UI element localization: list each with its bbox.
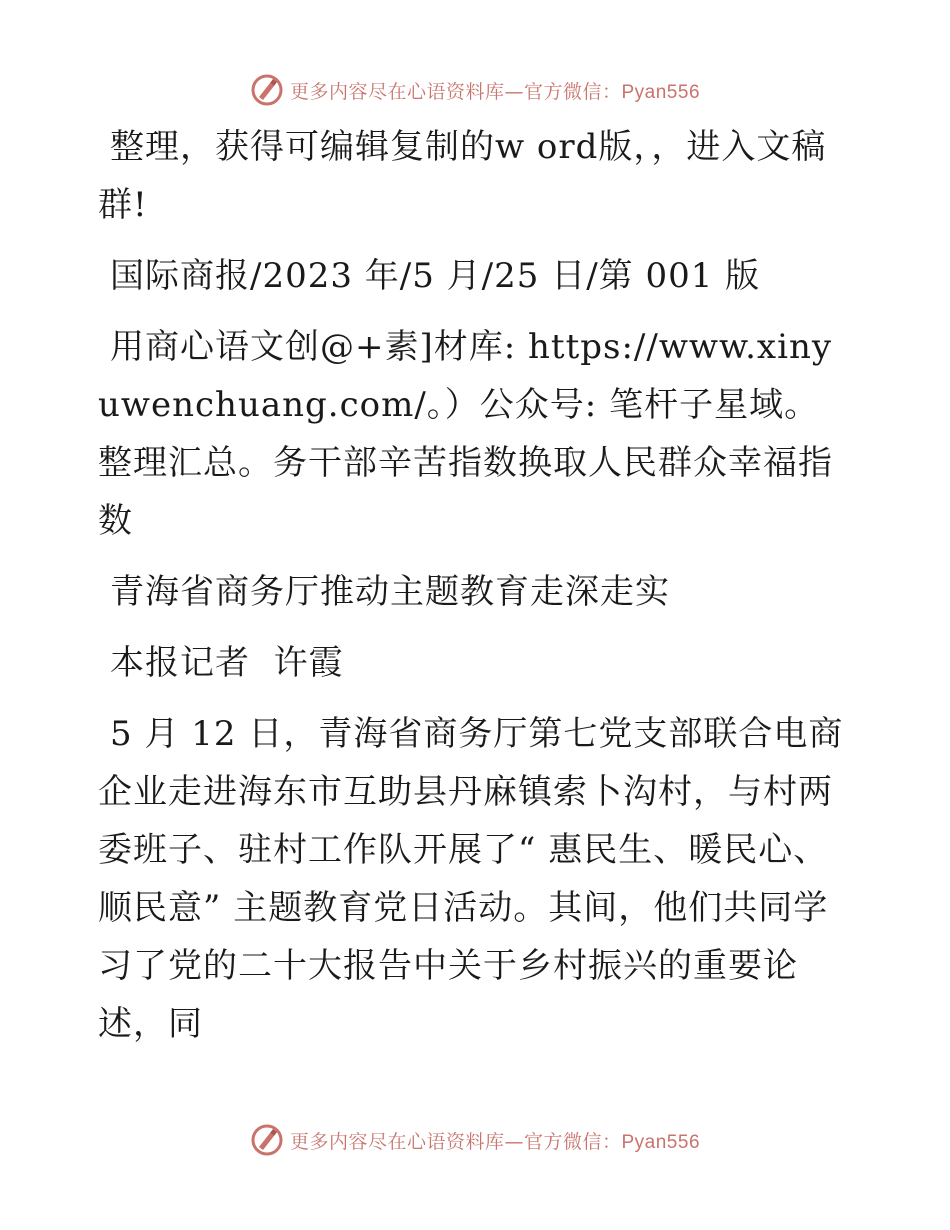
paragraph-library-note: 用商心语文创@+素]材库: https://www.xinyuwenchuang.com/。）公众号: 笔杆子星域。整理汇总。务干部辛苦指数换取人民群众幸福指数 (98, 327, 833, 541)
pen-circle-logo-icon (250, 73, 284, 107)
document-body (98, 118, 854, 1066)
watermark-text: 更多内容尽在心语资料库—官方微信： (289, 80, 622, 103)
pen-circle-logo-icon (250, 1123, 284, 1157)
paragraph-source: 国际商报/2023 年/5 月/25 日/第 001 版 (110, 256, 761, 296)
article-body-paragraph: 5 月 12 日，青海省商务厅第七党支部联合电商企业走进海东市互助县丹麻镇索卜沟村，与村两委班子、驻村工作队开展了“ 惠民生、暖民心、顺民意” 主题教育党日活动。其间，他们共同学习了党的二十大报告中关于乡村振兴的重要论述，同 (98, 714, 844, 1044)
page-header-watermark (0, 70, 950, 110)
paragraph-intro: 整理，获得可编辑复制的w ord版，，进入文稿群! (98, 127, 827, 225)
page-footer-watermark (0, 1120, 950, 1160)
article-title: 青海省商务厅推动主题教育走深走实 (110, 572, 670, 612)
article-byline: 本报记者 许霞 (110, 643, 344, 683)
watermark-text: 更多内容尽在心语资料库—官方微信： (289, 1130, 622, 1153)
watermark-wechat-id: Pyan556 (621, 1131, 701, 1153)
watermark-wechat-id: Pyan556 (621, 81, 701, 103)
